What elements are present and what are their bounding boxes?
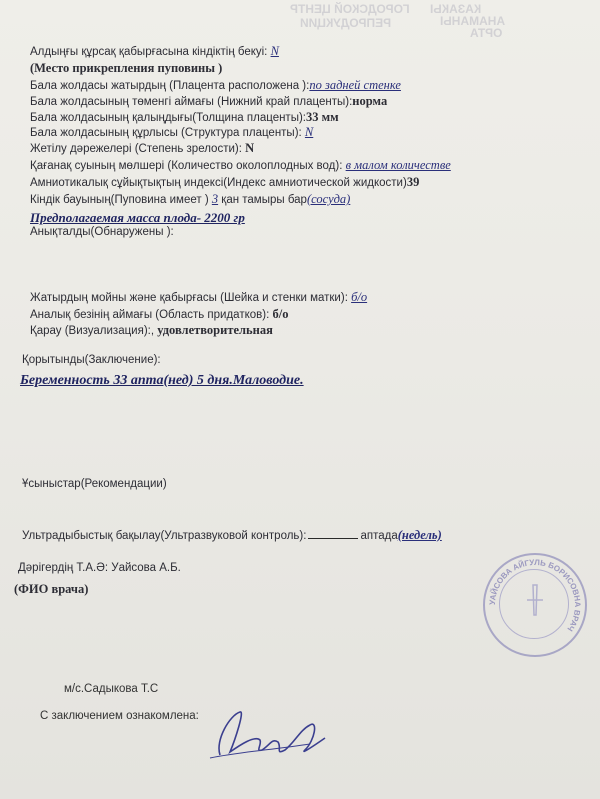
acknowledgement-text: С заключением ознакомлена: — [40, 710, 199, 722]
field-suffix-value: (сосуда) — [306, 192, 351, 206]
field-label: Жатырдың мойны және қабырғасы (Шейка и стенки матки): — [30, 292, 352, 304]
field-value: удовлетворительная — [157, 323, 273, 337]
field-value: норма — [352, 94, 388, 108]
field-value: 3 — [211, 192, 219, 206]
field-value: б/о — [351, 290, 368, 304]
field-label: Жетілу дәрежелері (Степень зрелости): — [30, 143, 246, 155]
conclusion-text: Беременность 33 апта(нед) 5 дня.Маловодие. — [20, 373, 304, 388]
field-value: N — [304, 125, 314, 139]
field-value: N — [245, 141, 255, 155]
patient-signature — [200, 700, 340, 770]
field-label: Бала жолдасының қалыңдығы(Толщина плаценты): — [30, 112, 306, 124]
field-umbilical-attachment — [30, 44, 279, 59]
field-placenta-location — [30, 78, 401, 93]
conclusion-label — [22, 354, 161, 366]
doctor-label-ru — [14, 582, 88, 597]
field-label: (Место прикрепления пуповины ) — [30, 61, 223, 75]
field-placenta-lower-edge — [30, 94, 387, 109]
field-label: Аналық безінің аймағы (Область придатков): — [30, 309, 273, 321]
bleed-text: РЕПРОДУКЦИИ — [300, 16, 392, 30]
field-label: Бала жолдасының құрлысы (Структура плаценты): — [30, 127, 305, 139]
conclusion-label-text: Қорытынды(Заключение): — [22, 354, 161, 366]
field-placenta-thickness — [30, 110, 339, 125]
doctor-stamp — [483, 553, 587, 657]
field-label: Қарау (Визуализация):, — [30, 325, 158, 337]
field-visualization — [30, 323, 273, 338]
field-label: Қағанақ суының мөлшері (Количество околоплодных вод): — [30, 160, 346, 172]
field-umbilical-attachment-ru — [30, 61, 222, 76]
field-label: Бала жолдасының төменгі аймағы (Нижний край плаценты): — [30, 96, 353, 108]
svg-text:УАЙСОВА АЙГУЛЬ БОРИСОВНА ВР: УАЙСОВА АЙГУЛЬ БОРИСОВНА ВРАЧ — [487, 557, 583, 633]
recommendations-text: Ұсыныстар(Рекомендации) — [22, 478, 167, 490]
stamp-text-ring — [485, 555, 585, 655]
bleed-text: ОРТА — [470, 26, 503, 40]
estimated-fetal-mass: Предполагаемая масса плода- 2200 гр — [30, 210, 245, 225]
field-value: б/о — [272, 307, 289, 321]
doctor-label-text: (ФИО врача) — [14, 582, 89, 596]
recommendations-label — [22, 478, 167, 490]
field-suffix: аптада — [360, 530, 398, 542]
field-value: N — [270, 44, 279, 58]
doctor-name: Уайсова А.Б. — [111, 562, 181, 574]
blank-line — [308, 538, 358, 539]
bleed-text: ГОРОДСКОЙ ЦЕНТР — [290, 2, 410, 16]
field-label: Амниотикалық сұйықтықтың индексі(Индекс амниотической жидкости) — [30, 177, 407, 189]
field-label: Кіндік бауының(Пуповина имеет ) — [30, 194, 212, 206]
field-label: Алдыңғы құрсақ қабырғасына кіндіктің бекуі: — [30, 46, 271, 58]
field-amniotic-fluid-index — [30, 175, 419, 190]
bleed-text: КАЗАКЫ — [430, 2, 482, 16]
header-bleed-through — [0, 0, 600, 40]
field-placenta-structure — [30, 125, 313, 140]
field-suffix-value: (недель) — [397, 528, 442, 542]
field-suffix: қан тамыры бар — [218, 194, 307, 206]
ultrasound-control — [22, 528, 442, 543]
field-value: в малом количестве — [345, 158, 451, 172]
field-maturity-degree — [30, 141, 254, 156]
detected-label — [30, 226, 174, 238]
nurse-text: м/с.Садыкова Т.С — [64, 683, 159, 695]
doctor-name-line — [18, 562, 181, 574]
field-label: Дәрігердің Т.А.Ә: — [18, 562, 112, 574]
acknowledgement — [40, 710, 199, 722]
detected-text: Анықталды(Обнаружены ): — [30, 226, 174, 238]
field-cervix — [30, 290, 367, 305]
field-adnexa — [30, 307, 288, 322]
nurse-name — [64, 683, 158, 695]
field-value: 33 мм — [306, 110, 339, 124]
field-umbilical-vessels — [30, 192, 350, 207]
field-value: 39 — [406, 175, 420, 189]
field-label: Бала жолдасы жатырдың (Плацента расположена ): — [30, 80, 310, 92]
field-value: по задней стенке — [309, 78, 401, 92]
field-amniotic-fluid-amount — [30, 158, 451, 173]
bleed-text: АНАМАНЫ — [440, 14, 506, 28]
field-label: Ультрадыбыстық бақылау(Ультразвуковой контроль): — [22, 530, 307, 542]
